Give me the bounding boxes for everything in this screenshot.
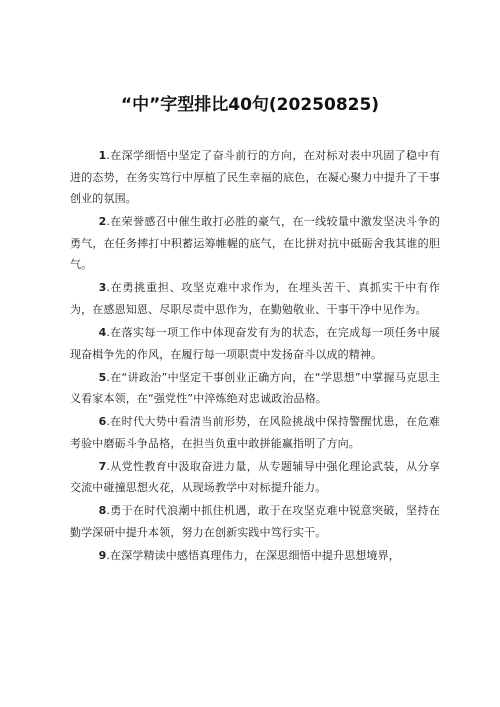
paragraph-number: 4 — [98, 325, 107, 339]
paragraph-text: .在“讲政治”中坚定干事创业正确方向，在“学思想”中掌握马克思主义看家本领，在“强党性”中淬炼绝对忠诚政治品格。 — [70, 370, 440, 406]
paragraph-text: .在荣誉感召中催生敢打必胜的豪气，在一线较量中激发坚决斗争的勇气，在任务摔打中积蓄运筹帷幄的底气，在比拼对抗中砥砺舍我其谁的胆气。 — [70, 215, 440, 272]
document-title: “中”字型排比40句(20250825) — [120, 95, 380, 115]
paragraph-number: 9 — [98, 548, 107, 562]
paragraph — [70, 322, 440, 365]
paragraph-number: 5 — [98, 370, 107, 384]
paragraph-text: .在落实每一项工作中体现奋发有为的状态，在完成每一项任务中展现奋楫争先的作风，在履行每一项职责中发扬奋斗以成的精神。 — [70, 325, 440, 361]
paragraph-text: .勇于在时代浪潮中抓住机遇，敢于在攻坚克难中锐意突破，坚持在勤学深研中提升本领，努力在创新实践中笃行实干。 — [70, 504, 440, 539]
paragraph-text: .在深学精读中感悟真理伟力，在深思细悟中提升思想境界， — [106, 548, 400, 562]
paragraph-number: 2 — [98, 215, 107, 229]
paragraph-number: 1 — [98, 149, 107, 162]
paragraph-number: 6 — [98, 415, 107, 429]
paragraph-text: .在勇挑重担、攻坚克难中求作为，在埋头苦干、真抓实干中有作为，在感恩知恩、尽职尽责中思作为，在勤勉敬业、干事干净中见作为。 — [70, 281, 440, 316]
paragraph-number: 3 — [98, 281, 107, 295]
paragraph — [70, 277, 440, 320]
paragraph — [70, 500, 440, 543]
paragraph-number: 8 — [98, 504, 107, 518]
document-body — [70, 145, 440, 568]
paragraph — [70, 367, 440, 410]
paragraph — [70, 545, 440, 567]
paragraph — [70, 411, 440, 454]
paragraph-number: 7 — [98, 459, 107, 473]
paragraph — [70, 211, 440, 276]
paragraph-text: .从党性教育中汲取奋进力量，从专题辅导中强化理论武装，从分享交流中碰撞思想火花，从现场教学中对标提升能力。 — [70, 459, 440, 495]
paragraph-text: .在时代大势中看清当前形势，在风险挑战中保持警醒忧患，在危难考验中磨砺斗争品格，在担当负重中敢拼能赢指明了方向。 — [70, 415, 440, 450]
paragraph-text: .在深学细悟中坚定了奋斗前行的方向，在对标对表中巩固了稳中有进的态势，在务实笃行中厚植了民生幸福的底色，在凝心聚力中提升了干事创业的氛围。 — [70, 149, 440, 206]
paragraph — [70, 145, 440, 210]
paragraph — [70, 456, 440, 499]
